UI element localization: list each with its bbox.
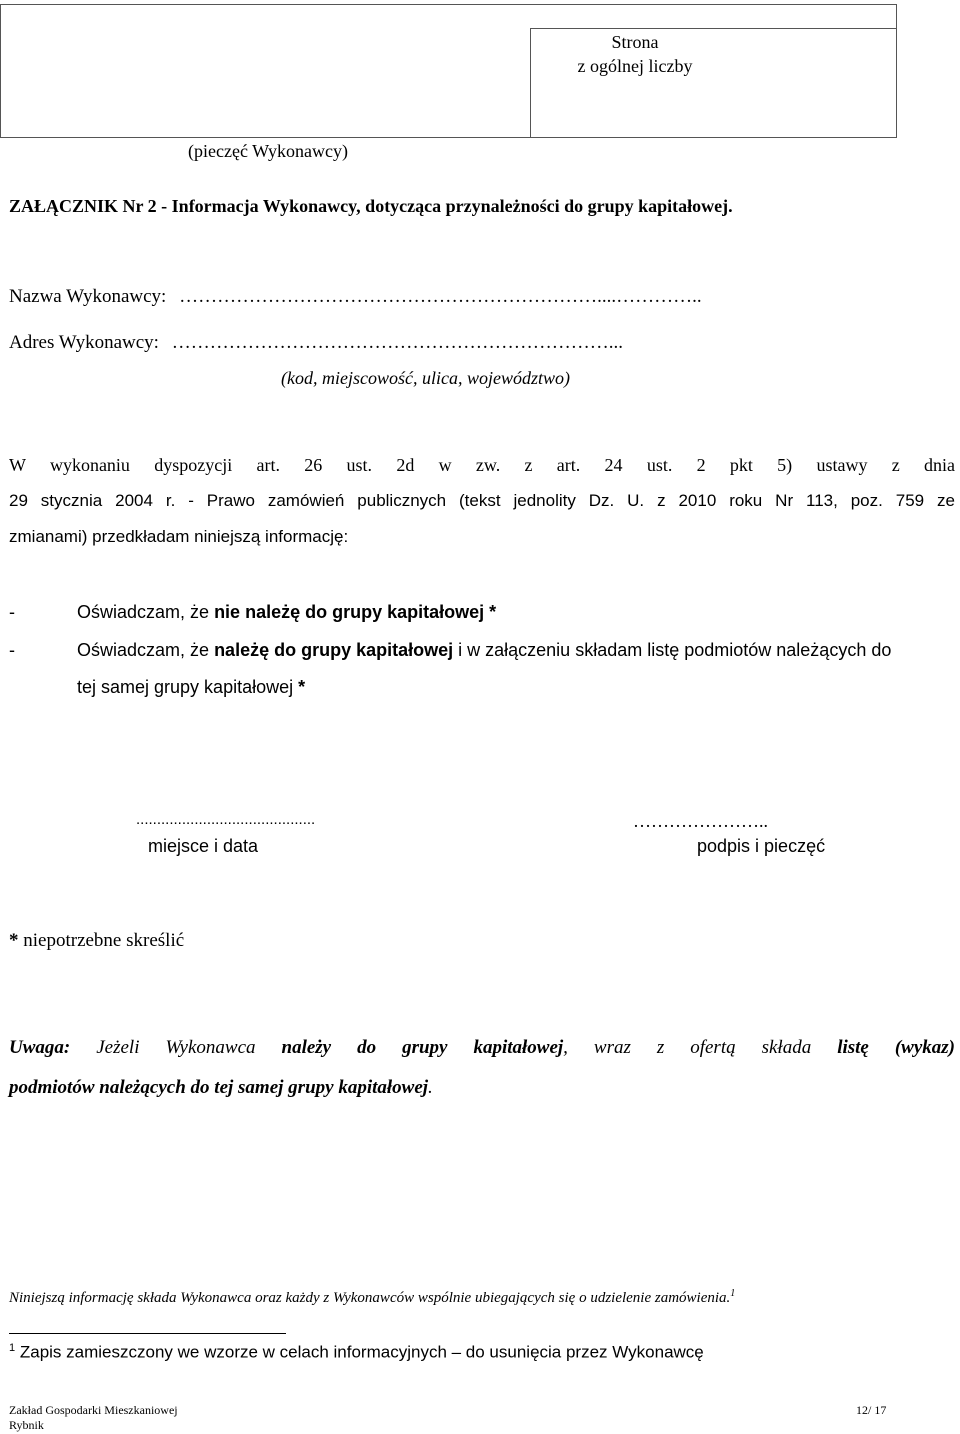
footer-org-line1: Zakład Gospodarki Mieszkaniowej [9, 1403, 178, 1417]
signature-dots: ………………….. [633, 811, 768, 831]
contractor-name-row [9, 286, 702, 308]
place-date-dots: ........................................... [136, 811, 316, 828]
note-label: Uwaga: [9, 1037, 71, 1058]
contractor-address-label: Adres Wykonawcy: [9, 332, 159, 353]
declaration-star: * [298, 677, 306, 697]
info-line-text: Niniejszą informację składa Wykonawca oraz każdy z Wykonawców wspólnie ubiegających się o udzielenie zamówienia. [9, 1290, 731, 1306]
note-line-1 [9, 1037, 955, 1059]
contractor-name-label: Nazwa Wykonawcy: [9, 286, 167, 307]
declaration-member-line2 [77, 677, 305, 698]
note-bold-1: należy do grupy kapitałowej [281, 1037, 564, 1058]
strike-note-text: niepotrzebne skreślić [23, 930, 185, 951]
footnote [9, 1342, 704, 1363]
contractor-name-dots: …………………………………………………………....………….. [179, 286, 702, 307]
signature-label: podpis i pieczęć [697, 836, 826, 856]
footnote-sup: 1 [9, 1342, 16, 1354]
declaration-not-member-text [77, 602, 496, 623]
footer-page-number: 12/ 17 [856, 1403, 887, 1417]
contractor-address-dots: ……………………………………………………………... [171, 332, 623, 353]
legal-line-1: W wykonaniu dyspozycji art. 26 ust. 2d w zw. z art. 24 ust. 2 pkt 5) ustawy z dnia [9, 455, 955, 475]
note-text-1: Jeżeli Wykonawca [96, 1037, 256, 1058]
contractor-address-row [9, 332, 623, 354]
legal-line-3: zmianami) przedkładam niniejszą informację: [9, 527, 349, 546]
declaration-line2-text: tej samej grupy kapitałowej [77, 677, 294, 697]
footer-org-line2: Rybnik [9, 1418, 44, 1432]
declaration-dash: - [9, 602, 15, 622]
declaration-pre: Oświadczam, że [77, 640, 210, 660]
note-text-2: , wraz z ofertą składa [563, 1037, 812, 1058]
address-hint: (kod, miejscowość, ulica, województwo) [281, 368, 570, 388]
strike-note-star: * [9, 930, 19, 951]
note-end: . [428, 1077, 433, 1098]
footnote-text: Zapis zamieszczony we wzorze w celach informacyjnych – do usunięcia przez Wykonawcę [19, 1342, 704, 1362]
declaration-dash: - [9, 640, 15, 660]
legal-line-2: 29 stycznia 2004 r. - Prawo zamówień publicznych (tekst jednolity Dz. U. z 2010 roku Nr 113, poz. 759 ze [9, 491, 955, 510]
declaration-post: i w załączeniu składam listę podmiotów należących do [458, 640, 892, 660]
note-bold-3: podmiotów należących do tej samej grupy kapitałowej [9, 1077, 429, 1098]
page-count-label-line2: z ogólnej liczby [577, 56, 693, 76]
note-line-2 [9, 1077, 955, 1099]
declaration-pre: Oświadczam, że [77, 602, 210, 622]
footer-org [9, 1403, 178, 1433]
page-count-label-line1: Strona [611, 32, 659, 52]
place-date-label: miejsce i data [148, 836, 259, 856]
info-line [9, 1288, 735, 1307]
info-line-sup: 1 [730, 1288, 736, 1299]
stamp-caption: (pieczęć Wykonawcy) [188, 141, 348, 161]
document-title: ZAŁĄCZNIK Nr 2 - Informacja Wykonawcy, dotycząca przynależności do grupy kapitałowej. [9, 196, 733, 216]
declaration-member [9, 640, 892, 661]
declaration-bold: należę do grupy kapitałowej [214, 640, 454, 660]
declaration-not-member [9, 602, 497, 623]
declaration-bold: nie należę do grupy kapitałowej * [214, 602, 497, 622]
strike-note [9, 930, 184, 952]
declaration-member-text [77, 640, 891, 661]
page-count-label [530, 30, 740, 78]
note-bold-2: listę (wykaz) [837, 1037, 955, 1058]
footnote-rule [9, 1333, 286, 1334]
